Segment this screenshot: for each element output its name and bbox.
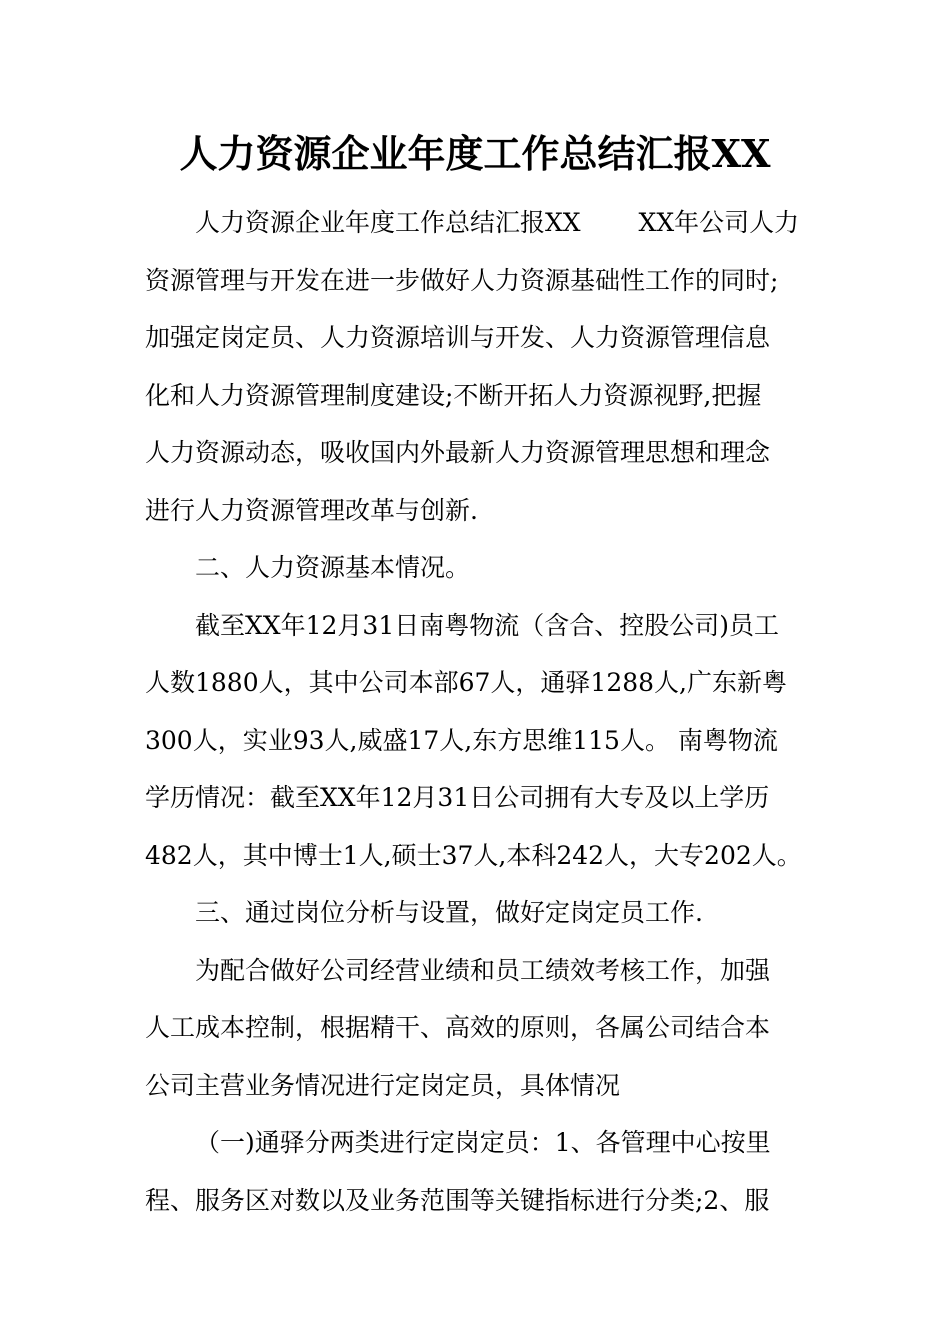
paragraph-line: 进行人力资源管理改革与创新. [145,495,478,525]
paragraph-line: 学历情况：截至XX年12月31日公司拥有大专及以上学历 [145,783,770,812]
paragraph-line: 化和人力资源管理制度建设;不断开拓人力资源视野,把握 [145,380,762,410]
paragraph-line: 加强定岗定员、人力资源培训与开发、人力资源管理信息 [145,323,771,352]
paragraph-line: 程、服务区对数以及业务范围等关键指标进行分类;2、服 [145,1185,770,1215]
document-title: 人力资源企业年度工作总结汇报XX [179,131,771,176]
paragraph-line: 为配合做好公司经营业绩和员工绩效考核工作，加强 [195,955,771,985]
document-body [145,194,825,1229]
section-heading: 二、人力资源基本情况。 [195,553,471,582]
paragraph-line: 482人，其中博士1人,硕士37人,本科242人，大专202人。 [145,840,802,870]
paragraph-line: 人工成本控制，根据精干、高效的原则，各属公司结合本 [145,1013,771,1042]
section-heading: 三、通过岗位分析与设置，做好定岗定员工作. [195,898,703,927]
paragraph-line: 公司主营业务情况进行定岗定员，具体情况 [145,1070,621,1100]
paragraph-line: （一)通驿分两类进行定岗定员：1、各管理中心按里 [195,1128,771,1157]
paragraph-line: 人数1880人，其中公司本部67人，通驿1288人,广东新粤 [145,668,788,697]
paragraph-line: 截至XX年12月31日南粤物流（含合、控股公司)员工 [195,610,779,640]
paragraph-line: 人力资源动态，吸收国内外最新人力资源管理思想和理念 [145,438,771,467]
paragraph-line: 300人，实业93人,威盛17人,东方思维115人。 南粤物流 [145,725,778,755]
paragraph-line: 资源管理与开发在进一步做好人力资源基础性工作的同时; [145,265,779,295]
paragraph-line: 人力资源企业年度工作总结汇报XX XX年公司人力 [195,208,800,237]
